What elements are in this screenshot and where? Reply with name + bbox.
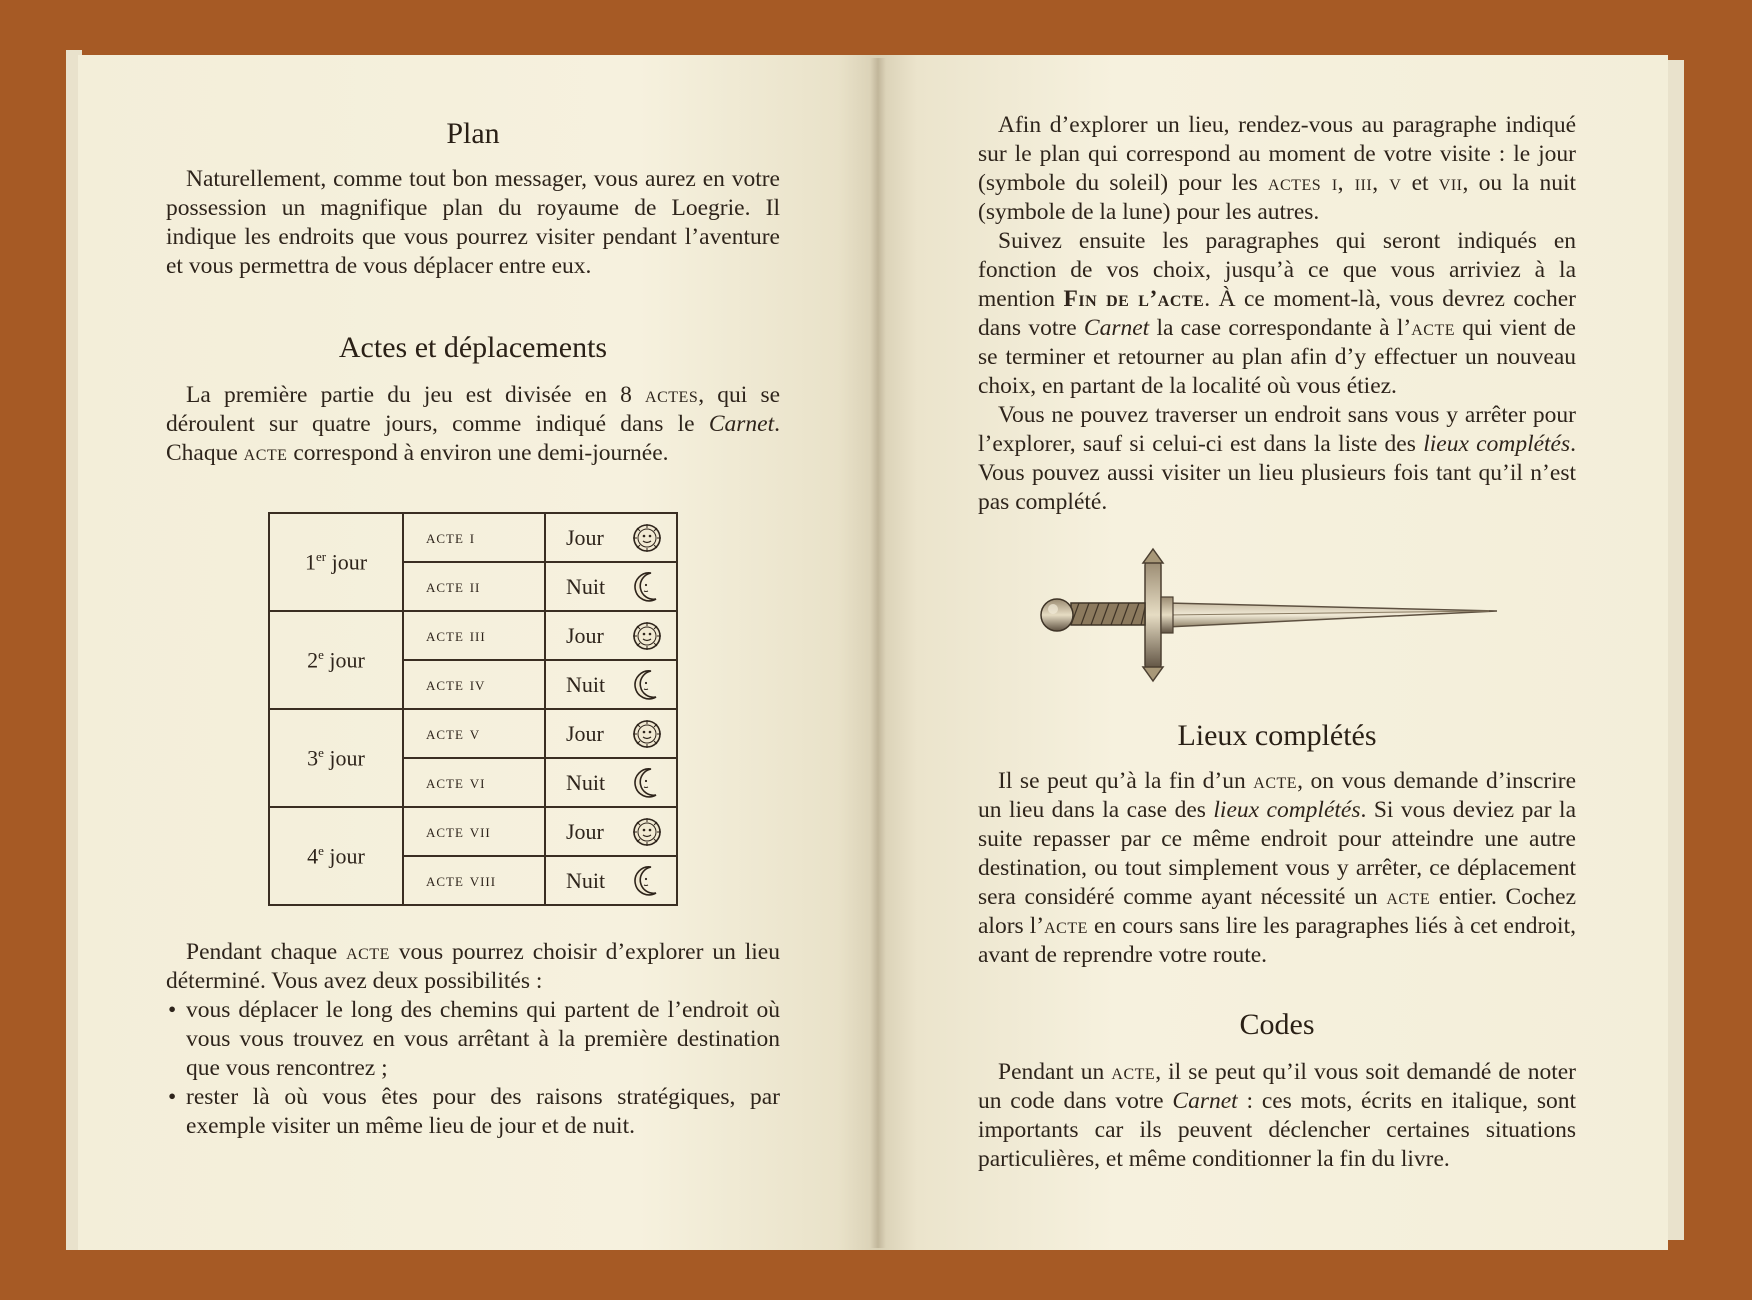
moon-icon [632,767,662,799]
act-cell: acte iii [403,611,545,660]
day-cell [269,709,403,807]
moon-icon [632,669,662,701]
time-label: Jour [566,818,604,844]
time-cell [545,513,677,562]
day-word: jour [326,549,368,575]
day-word: jour [323,745,365,771]
time-cell [545,807,677,856]
time-cell [545,660,677,709]
day-suffix: e [318,646,324,662]
sword-illustration [1027,543,1527,683]
day-cell [269,513,403,611]
day-cell [269,611,403,709]
act-cell: acte vi [403,758,545,807]
day-word: jour [323,843,365,869]
lieux-title: Lieux complétés [1177,719,1377,752]
pendant-paragraph: Pendant chaque acte vous pourrez choisir d’explorer un lieu déterminé. Vous avez deux possibilités : [166,939,780,994]
time-cell [545,856,677,905]
table-row [269,611,677,660]
day-cell [269,807,403,905]
actes-paragraph: La première partie du jeu est divisée en 8 actes, qui se déroulent sur quatre jours, comme indiqué dans le Carnet. Chaque acte correspond à environ une demi-journée. [166,382,781,466]
time-cell [545,709,677,758]
time-label: Jour [566,720,604,746]
table-row [269,709,677,758]
time-label: Jour [566,524,604,550]
book-gutter [870,58,886,1248]
time-cell [545,758,677,807]
traverser-paragraph: Vous ne pouvez traverser un endroit sans vous y arrêter pour l’explorer, sauf si celui-ci est dans la liste des lieux complétés. Vous pouvez aussi visiter un lieu plusieurs fois tant qu’il n’est pas complété. [978,402,1577,515]
act-cell: acte i [403,513,545,562]
day-number: 1 [304,549,316,575]
explore-paragraph: Afin d’explorer un lieu, rendez-vous au paragraphe indiqué sur le plan qui correspond au moment de votre visite : le jour (symbole du soleil) pour les actes i, iii, v et vii, ou la nuit (symbole de la lune) pour les autres. [978,112,1577,225]
list-item: • vous déplacer le long des chemins qui partent de l’endroit où vous vous trouvez en vous arrêtant à la première destination que vous rencontrez ; [186,996,780,1083]
act-cell: acte v [403,709,545,758]
right-page [878,55,1668,1250]
schedule-table-wrap [166,512,780,906]
time-cell [545,611,677,660]
day-suffix: e [318,744,324,760]
time-label: Jour [566,622,604,648]
codes-title: Codes [1239,1008,1315,1041]
time-cell [545,562,677,611]
day-suffix: er [315,548,327,564]
table-row [269,513,677,562]
plan-title: Plan [446,117,500,150]
schedule-table [268,512,678,906]
day-suffix: e [318,842,324,858]
sun-icon [632,523,662,553]
moon-icon [632,865,662,897]
act-cell: acte ii [403,562,545,611]
day-word: jour [323,647,365,673]
act-cell: acte viii [403,856,545,905]
time-label: Nuit [566,573,606,599]
plan-paragraph: Naturellement, comme tout bon messager, vous aurez en votre possession un magnifique plan du royaume de Loegrie. Il indique les endroits que vous pourrez visiter pendant l’aventure et vous permettra de vous déplacer entre eux. [166,166,780,279]
act-cell: acte vii [403,807,545,856]
left-page [78,55,878,1250]
options-list [166,996,780,1141]
codes-paragraph: Pendant un acte, il se peut qu’il vous soit demandé de noter un code dans votre Carnet : ces mots, écrits en italique, sont importants car ils peuvent déclencher certaines situations particulières, et même conditionner la fin du livre. [978,1059,1576,1172]
day-number: 3 [307,745,319,771]
time-label: Nuit [566,867,606,893]
list-item: • rester là où vous êtes pour des raisons stratégiques, par exemple visiter un même lieu de jour et de nuit. [186,1083,780,1141]
moon-icon [632,571,662,603]
sun-icon [632,719,662,749]
lieux-paragraph: Il se peut qu’à la fin d’un acte, on vous demande d’inscrire un lieu dans la case des lieux complétés. Si vous deviez par la suite repasser par ce même endroit pour atteindre une autre destination, ou tout simplement vous y arrêter, ce déplacement sera considéré comme ayant nécessité un acte entier. Cochez alors l’acte en cours sans lire les paragraphes liés à cet endroit, avant de reprendre votre route. [978,768,1577,968]
table-row [269,807,677,856]
time-label: Nuit [566,671,606,697]
day-number: 4 [307,843,319,869]
day-number: 2 [307,647,319,673]
time-label: Nuit [566,769,606,795]
actes-title: Actes et déplacements [338,331,608,364]
sun-icon [632,817,662,847]
act-cell: acte iv [403,660,545,709]
suivez-paragraph: Suivez ensuite les paragraphes qui seront indiqués en fonction de vos choix, jusqu’à ce que vous arriviez à la mention Fin de l’acte. À ce moment-là, vous devrez cocher dans votre Carnet la case correspondante à l’acte qui vient de se terminer et retourner au plan afin d’y effectuer un nouveau choix, en partant de la localité où vous étiez. [978,228,1576,399]
sun-icon [632,621,662,651]
